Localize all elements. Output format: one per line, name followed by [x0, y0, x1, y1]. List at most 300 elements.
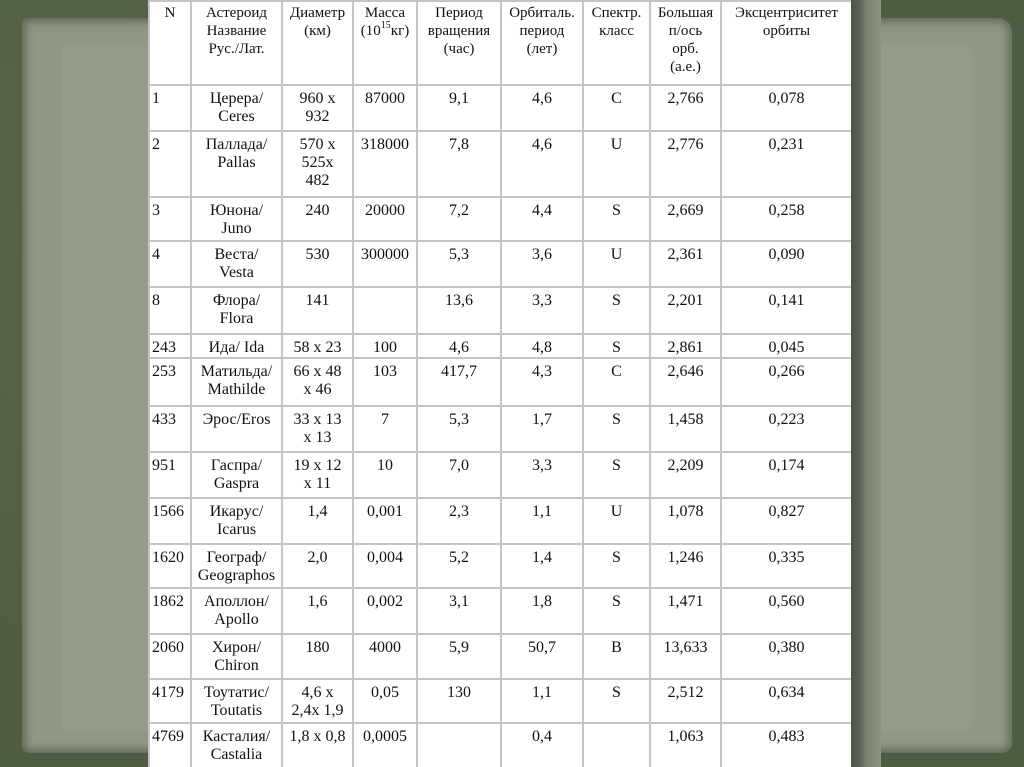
cell-eccentricity [721, 197, 851, 241]
asteroid-number: 1566 [152, 503, 184, 520]
cell-semimajor-axis [650, 131, 721, 197]
cell-diameter [282, 634, 353, 679]
semimajor-axis-value: 2,861 [667, 339, 704, 356]
orbital-period-value: 1,1 [532, 684, 552, 701]
cell-spectral-class [583, 85, 650, 131]
semimajor-axis-value: 1,063 [667, 728, 704, 745]
mass-value: 300000 [361, 246, 409, 263]
rotation-period-value: 5,9 [449, 639, 469, 656]
mass-value: 0,05 [371, 684, 399, 701]
spectral-class-value: C [611, 90, 622, 107]
cell-number [149, 544, 191, 588]
cell-semimajor-axis [650, 406, 721, 452]
eccentricity-value: 0,231 [768, 136, 805, 153]
asteroid-name-lat: Pallas [217, 154, 256, 171]
cell-mass [353, 588, 417, 634]
semimajor-axis-value: 2,209 [667, 457, 704, 474]
asteroid-number: 2060 [152, 639, 184, 656]
cell-mass [353, 679, 417, 723]
table-row [149, 406, 851, 452]
cell-name [191, 241, 282, 287]
diameter-line: 19 x 12 [293, 457, 342, 474]
header-n: N [149, 1, 191, 85]
eccentricity-value: 0,560 [768, 593, 805, 610]
header-row [149, 1, 851, 85]
diameter-line: x 46 [303, 381, 332, 398]
rotation-period-value: 5,2 [449, 549, 469, 566]
asteroid-name-lat: Vesta [219, 264, 254, 281]
cell-number [149, 287, 191, 334]
cell-orbital-period [501, 85, 583, 131]
cell-number [149, 498, 191, 544]
cell-diameter [282, 241, 353, 287]
cell-orbital-period [501, 544, 583, 588]
diameter-line: 141 [305, 292, 330, 309]
orbital-period-value: 4,4 [532, 202, 552, 219]
cell-number [149, 241, 191, 287]
cell-semimajor-axis [650, 498, 721, 544]
asteroid-name-ru: Флора/ [212, 292, 261, 309]
diameter-line: 932 [305, 108, 330, 125]
orbital-period-value: 1,1 [532, 503, 552, 520]
cell-spectral-class [583, 679, 650, 723]
cell-semimajor-axis [650, 85, 721, 131]
table-row [149, 588, 851, 634]
asteroid-name-lat: Ceres [218, 108, 255, 125]
table-shadow [851, 0, 881, 767]
asteroid-number: 4 [152, 246, 160, 263]
eccentricity-value: 0,266 [768, 363, 805, 380]
rotation-period-value: 5,3 [449, 411, 469, 428]
table-row [149, 358, 851, 406]
eccentricity-value: 0,483 [768, 728, 805, 745]
cell-spectral-class [583, 358, 650, 406]
cell-diameter [282, 723, 353, 767]
cell-mass [353, 358, 417, 406]
diameter-line: 1,6 [307, 593, 328, 610]
spectral-class-value: S [612, 202, 621, 219]
orbital-period-value: 4,6 [532, 90, 552, 107]
cell-name [191, 197, 282, 241]
cell-semimajor-axis [650, 679, 721, 723]
cell-spectral-class [583, 723, 650, 767]
header-diameter: Диаметр (км) [282, 1, 353, 85]
spectral-class-value: B [611, 639, 622, 656]
header-orbital-period: Орбиталь. период (лет) [501, 1, 583, 85]
eccentricity-value: 0,045 [768, 339, 805, 356]
header-name: Астероид Название Рус./Лат. [191, 1, 282, 85]
cell-eccentricity [721, 406, 851, 452]
cell-mass [353, 334, 417, 358]
rotation-period-value: 7,2 [449, 202, 469, 219]
diameter-line: 33 x 13 [293, 411, 342, 428]
mass-value: 103 [373, 363, 397, 380]
asteroid-name-lat: Chiron [214, 657, 259, 674]
rotation-period-value: 9,1 [449, 90, 469, 107]
eccentricity-value: 0,335 [768, 549, 805, 566]
table-row [149, 334, 851, 358]
eccentricity-value: 0,223 [768, 411, 805, 428]
cell-spectral-class [583, 131, 650, 197]
mass-value: 7 [381, 411, 389, 428]
cell-name [191, 679, 282, 723]
mass-value: 4000 [369, 639, 401, 656]
mass-value: 0,004 [367, 549, 403, 566]
rotation-period-value: 417,7 [441, 363, 477, 380]
spectral-class-value: S [612, 549, 621, 566]
asteroid-name-ru: Икарус/ [209, 503, 264, 520]
cell-name [191, 85, 282, 131]
semimajor-axis-value: 1,246 [667, 549, 704, 566]
cell-orbital-period [501, 679, 583, 723]
cell-eccentricity [721, 287, 851, 334]
cell-mass [353, 406, 417, 452]
spectral-class-value: S [612, 593, 621, 610]
cell-eccentricity [721, 241, 851, 287]
rotation-period-value: 2,3 [449, 503, 469, 520]
cell-diameter [282, 679, 353, 723]
orbital-period-value: 3,3 [532, 292, 552, 309]
orbital-period-value: 50,7 [528, 639, 556, 656]
table-row [149, 85, 851, 131]
asteroid-number: 4179 [152, 684, 184, 701]
cell-mass [353, 241, 417, 287]
asteroid-name-lat: Toutatis [210, 702, 263, 719]
asteroid-name-lat: Juno [221, 220, 252, 237]
cell-orbital-period [501, 197, 583, 241]
asteroid-number: 253 [152, 363, 176, 380]
cell-orbital-period [501, 452, 583, 498]
mass-value: 0,002 [367, 593, 403, 610]
asteroid-number: 1620 [152, 549, 184, 566]
asteroid-number: 1862 [152, 593, 184, 610]
orbital-period-value: 4,6 [532, 136, 552, 153]
cell-diameter [282, 498, 353, 544]
diameter-line: 240 [305, 202, 330, 219]
eccentricity-value: 0,078 [768, 90, 805, 107]
cell-name [191, 334, 282, 358]
cell-mass [353, 452, 417, 498]
orbital-period-value: 4,3 [532, 363, 552, 380]
cell-mass [353, 723, 417, 767]
cell-number [149, 334, 191, 358]
cell-spectral-class [583, 588, 650, 634]
asteroid-number: 433 [152, 411, 176, 428]
diameter-line: 960 x [299, 90, 336, 107]
cell-semimajor-axis [650, 544, 721, 588]
asteroid-name-ru: Хирон/ [211, 639, 262, 656]
table-body [149, 85, 851, 767]
asteroid-number: 243 [152, 339, 176, 356]
cell-eccentricity [721, 498, 851, 544]
cell-rotation-period [417, 287, 501, 334]
cell-number [149, 634, 191, 679]
diameter-line: 1,8 x 0,8 [289, 728, 346, 745]
cell-name [191, 131, 282, 197]
mass-value: 318000 [361, 136, 409, 153]
cell-name [191, 723, 282, 767]
orbital-period-value: 1,7 [532, 411, 552, 428]
cell-spectral-class [583, 241, 650, 287]
table-row [149, 679, 851, 723]
cell-orbital-period [501, 634, 583, 679]
cell-number [149, 85, 191, 131]
cell-eccentricity [721, 334, 851, 358]
cell-spectral-class [583, 334, 650, 358]
cell-eccentricity [721, 131, 851, 197]
cell-orbital-period [501, 498, 583, 544]
cell-spectral-class [583, 498, 650, 544]
orbital-period-value: 0,4 [532, 728, 552, 745]
cell-eccentricity [721, 588, 851, 634]
header-eccentricity: Эксцентриситет орбиты [721, 1, 851, 85]
cell-rotation-period [417, 452, 501, 498]
rotation-period-value: 3,1 [449, 593, 469, 610]
diameter-line: 58 x 23 [293, 339, 342, 356]
cell-number [149, 131, 191, 197]
diameter-line: 570 x [299, 136, 336, 153]
semimajor-axis-value: 2,361 [667, 246, 704, 263]
semimajor-axis-value: 2,669 [667, 202, 704, 219]
cell-eccentricity [721, 723, 851, 767]
diameter-line: 1,4 [307, 503, 328, 520]
asteroid-name-lat: Gaspra [213, 475, 260, 492]
spectral-class-value: S [612, 292, 621, 309]
asteroid-number: 2 [152, 136, 160, 153]
cell-rotation-period [417, 544, 501, 588]
cell-name [191, 452, 282, 498]
eccentricity-value: 0,634 [768, 684, 805, 701]
cell-spectral-class [583, 452, 650, 498]
diameter-line: 525x [301, 154, 334, 171]
header-semimajor-axis: Большая п/ось орб. (а.е.) [650, 1, 721, 85]
cell-diameter [282, 197, 353, 241]
rotation-period-value: 7,0 [449, 457, 469, 474]
table-row [149, 197, 851, 241]
rotation-period-value: 13,6 [445, 292, 473, 309]
spectral-class-value: U [610, 136, 623, 153]
cell-semimajor-axis [650, 634, 721, 679]
orbital-period-value: 3,6 [532, 246, 552, 263]
cell-rotation-period [417, 679, 501, 723]
asteroid-name-ru: Паллада/ [205, 136, 268, 153]
semimajor-axis-value: 1,471 [667, 593, 704, 610]
cell-rotation-period [417, 334, 501, 358]
cell-name [191, 498, 282, 544]
mass-value: 0,001 [367, 503, 403, 520]
asteroid-name-ru: Веста/ [214, 246, 259, 263]
semimajor-axis-value: 13,633 [663, 639, 708, 656]
asteroid-name-ru: Ида/ Ida [208, 339, 265, 356]
cell-semimajor-axis [650, 334, 721, 358]
diameter-line: x 13 [303, 429, 332, 446]
cell-name [191, 406, 282, 452]
cell-name [191, 588, 282, 634]
cell-diameter [282, 334, 353, 358]
cell-orbital-period [501, 287, 583, 334]
diameter-line: 66 x 48 [293, 363, 342, 380]
cell-semimajor-axis [650, 723, 721, 767]
cell-orbital-period [501, 241, 583, 287]
cell-mass [353, 131, 417, 197]
rotation-period-value: 130 [447, 684, 471, 701]
cell-diameter [282, 131, 353, 197]
mass-value: 0,0005 [363, 728, 407, 745]
cell-name [191, 634, 282, 679]
cell-rotation-period [417, 406, 501, 452]
cell-rotation-period [417, 498, 501, 544]
diameter-line: 530 [305, 246, 330, 263]
cell-rotation-period [417, 241, 501, 287]
cell-number [149, 358, 191, 406]
diameter-line: 482 [305, 172, 330, 189]
orbital-period-value: 1,4 [532, 549, 552, 566]
table-row [149, 241, 851, 287]
spectral-class-value: U [610, 503, 623, 520]
spectral-class-value: S [612, 684, 621, 701]
asteroid-name-lat: Flora [219, 310, 254, 327]
cell-semimajor-axis [650, 241, 721, 287]
cell-number [149, 452, 191, 498]
cell-rotation-period [417, 197, 501, 241]
asteroid-number: 3 [152, 202, 160, 219]
cell-rotation-period [417, 588, 501, 634]
orbital-period-value: 1,8 [532, 593, 552, 610]
cell-semimajor-axis [650, 452, 721, 498]
cell-orbital-period [501, 588, 583, 634]
cell-mass [353, 287, 417, 334]
cell-eccentricity [721, 544, 851, 588]
eccentricity-value: 0,258 [768, 202, 805, 219]
cell-spectral-class [583, 544, 650, 588]
asteroid-name-lat: Icarus [216, 521, 257, 538]
asteroid-name-ru: Гаспра/ [210, 457, 263, 474]
mass-value: 87000 [365, 90, 405, 107]
asteroid-name-lat: Geographos [197, 567, 276, 584]
diameter-line: 2,0 [307, 549, 328, 566]
table-row [149, 287, 851, 334]
orbital-period-value: 3,3 [532, 457, 552, 474]
table-row [149, 452, 851, 498]
cell-mass [353, 544, 417, 588]
cell-eccentricity [721, 452, 851, 498]
cell-number [149, 406, 191, 452]
eccentricity-value: 0,174 [768, 457, 805, 474]
cell-spectral-class [583, 287, 650, 334]
cell-mass [353, 85, 417, 131]
semimajor-axis-value: 2,512 [667, 684, 704, 701]
diameter-line: 180 [305, 639, 330, 656]
header-rotation-period: Период вращения (час) [417, 1, 501, 85]
diameter-line: 2,4x 1,9 [291, 702, 344, 719]
semimajor-axis-value: 2,201 [667, 292, 704, 309]
cell-rotation-period [417, 131, 501, 197]
cell-eccentricity [721, 634, 851, 679]
mass-value: 10 [377, 457, 393, 474]
header-spectral-class: Спектр. класс [583, 1, 650, 85]
asteroid-name-ru: Аполлон/ [204, 593, 269, 610]
asteroid-number: 8 [152, 292, 160, 309]
mass-value: 20000 [365, 202, 405, 219]
cell-diameter [282, 358, 353, 406]
semimajor-axis-value: 2,776 [667, 136, 704, 153]
cell-name [191, 544, 282, 588]
cell-diameter [282, 588, 353, 634]
cell-rotation-period [417, 723, 501, 767]
spectral-class-value: S [612, 411, 621, 428]
spectral-class-value: S [612, 457, 621, 474]
cell-spectral-class [583, 406, 650, 452]
table-row [149, 498, 851, 544]
asteroid-name-ru: Церера/ [209, 90, 264, 107]
cell-spectral-class [583, 197, 650, 241]
cell-orbital-period [501, 406, 583, 452]
asteroid-name-lat: Mathilde [207, 381, 266, 398]
eccentricity-value: 0,827 [768, 503, 805, 520]
cell-diameter [282, 544, 353, 588]
asteroid-name-ru: Матильда/ [200, 363, 273, 380]
cell-number [149, 588, 191, 634]
semimajor-axis-value: 2,646 [667, 363, 704, 380]
rotation-period-value: 7,8 [449, 136, 469, 153]
cell-orbital-period [501, 334, 583, 358]
eccentricity-value: 0,090 [768, 246, 805, 263]
asteroid-number: 1 [152, 90, 160, 107]
asteroid-table [148, 0, 851, 767]
diameter-line: x 11 [303, 475, 332, 492]
cell-number [149, 197, 191, 241]
cell-orbital-period [501, 723, 583, 767]
cell-orbital-period [501, 358, 583, 406]
asteroid-name-lat: Apollo [214, 611, 259, 628]
cell-orbital-period [501, 131, 583, 197]
cell-semimajor-axis [650, 197, 721, 241]
semimajor-axis-value: 1,458 [667, 411, 704, 428]
cell-number [149, 679, 191, 723]
cell-rotation-period [417, 85, 501, 131]
table-row [149, 723, 851, 767]
spectral-class-value: U [610, 246, 623, 263]
cell-mass [353, 498, 417, 544]
rotation-period-value: 4,6 [449, 339, 469, 356]
asteroid-table-container [148, 0, 851, 767]
asteroid-name-ru: Географ/ [206, 549, 267, 566]
asteroid-name-ru: Касталия/ [202, 728, 271, 745]
asteroid-name-ru: Тоутатис/ [204, 684, 269, 701]
table-row [149, 544, 851, 588]
asteroid-number: 4769 [152, 728, 184, 745]
cell-semimajor-axis [650, 358, 721, 406]
cell-rotation-period [417, 358, 501, 406]
cell-name [191, 287, 282, 334]
asteroid-name-ru: Эрос/Eros [202, 411, 271, 428]
spectral-class-value: S [612, 339, 621, 356]
cell-eccentricity [721, 358, 851, 406]
cell-diameter [282, 406, 353, 452]
cell-eccentricity [721, 85, 851, 131]
cell-spectral-class [583, 634, 650, 679]
orbital-period-value: 4,8 [532, 339, 552, 356]
cell-rotation-period [417, 634, 501, 679]
cell-diameter [282, 85, 353, 131]
cell-name [191, 358, 282, 406]
eccentricity-value: 0,141 [768, 292, 805, 309]
asteroid-name-lat: Castalia [210, 746, 263, 763]
cell-semimajor-axis [650, 287, 721, 334]
rotation-period-value: 5,3 [449, 246, 469, 263]
cell-diameter [282, 452, 353, 498]
cell-semimajor-axis [650, 588, 721, 634]
